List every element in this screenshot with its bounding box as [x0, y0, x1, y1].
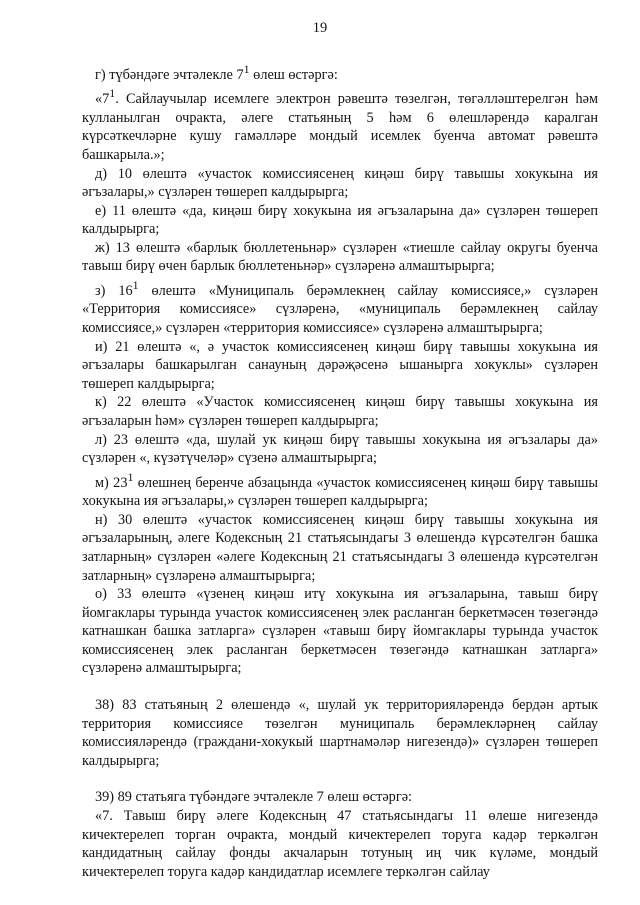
- paragraph: е) 11 өлештә «да, киңәш бирү хокукына ия әгъзаларына да» сүзләрен төшереп калдырырга;: [82, 202, 598, 238]
- paragraph: д) 10 өлештә «участок комиссиясенең киңәш бирү тавышы хокукына ия әгъзалары,» сүзләрен төшереп калдырырга;: [82, 165, 598, 201]
- paragraph: л) 23 өлештә «да, шулай ук киңәш бирү тавышы хокукына ия әгъзалары да» сүзләрен «, күзәтүчеләр» сүзенә алмаштырырга;: [82, 431, 598, 467]
- paragraph: «7. Тавыш бирү әлеге Кодексның 47 статьясындагы 11 өлеше нигезендә кичектерелеп торган очракта, мондый кичектерелеп торуга кадәр теркәлгән кандидатның сайлау фонды акчаларын тотуның иң чик күләме, мондый кичектерелеп торуга кадәр кандидатлар исемлеге теркәлгән сайлау: [82, 808, 598, 880]
- paragraph: 38) 83 статьяның 2 өлешендә «, шулай ук территорияләрендә бердән артык территория комиссиясе төзелгән муниципаль берәмлекләрнең сайлау комиссияләрендә (граждани-хокукый шартнамәләр нигезендә)» сүзләрен төшереп калдырырга;: [82, 697, 598, 769]
- paragraph: к) 22 өлештә «Участок комиссиясенең киңәш бирү тавышы хокукына ия әгъзаларын һәм» сүзләрен төшереп калдырырга;: [82, 394, 598, 429]
- paragraph: м) $23^1$ өлешнең беренче абзацында «участок комиссиясенең киңәш бирү тавышы хокукына ия әгъзалары,» сүзләрен төшереп калдырырга;: [82, 469, 598, 510]
- paragraph: 39) 89 статьяга түбәндәге эчтәлекле 7 өлеш өстәргә:: [95, 789, 413, 806]
- document-body: [82, 60, 598, 881]
- page-number: 19: [312, 20, 328, 36]
- paragraph: н) 30 өлештә «участок комиссиясенең киңәш бирү тавышы хокукына ия әгъзаларының, әлеге Кодексның 21 статьясындагы 3 өлешендә күрсәтелгән башка затларның» сүзләрен «әлеге Кодексның 21 статьясындагы 3 өлешендә күрсәтелгән затларның» сүзләренә алмаштырырга;: [82, 511, 598, 584]
- paragraph: з) $16^1$ өлештә «Муниципаль берәмлекнең сайлау комиссиясе,» сүзләрен «Территория комиссиясе» сүзләренә, «муниципаль берәмлекнең сайлау комиссиясе,» сүзләрен «территория комиссиясе» сүзләренә алмаштырырга;: [82, 278, 598, 337]
- paragraph: «$7^1$. Сайлаучылар исемлеге электрон рәвештә төзелгән, төгәлләштерелгән һәм кулланылган очракта, әлеге статьяның 5 һәм 6 өлешләрендә каралган күрсәткечләрне кушу гамәлләре мондый исемлек буенча автомат рәвештә башкарыла.»;: [82, 86, 598, 163]
- paragraph: о) 33 өлештә «үзенең киңәш итү хокукына ия әгъзаларына, тавыш бирү йомгаклары турында участок комиссиясенең элек расланган беркетмәсен төзегәндә катнашкан башка затларга» сүзләрен «тавыш бирү йомгаклары турында участок комиссиясенең элек расланган беркетмәсен төзегәндә катнашкан затларга» сүзләренә алмаштырырга;: [82, 586, 598, 677]
- paragraph: г) түбәндәге эчтәлекле $7^1$ өлеш өстәргә:: [95, 62, 338, 83]
- paragraph: и) 21 өлештә «, ә участок комиссиясенең киңәш бирү тавышы хокукына ия әгъзалары башкарылган санауның дәрәҗәсенә ышанырга хокуклы» сүзләрен төшереп калдырырга;: [82, 338, 598, 392]
- section-gap: [82, 678, 598, 696]
- section-gap: [82, 770, 598, 788]
- paragraph: ж) 13 өлештә «барлык бюллетеньнәр» сүзләрен «тиешле сайлау округы буенча тавыш бирү өчен барлык бюллетеньнәр» сүзләренә алмаштырырга;: [82, 239, 598, 275]
